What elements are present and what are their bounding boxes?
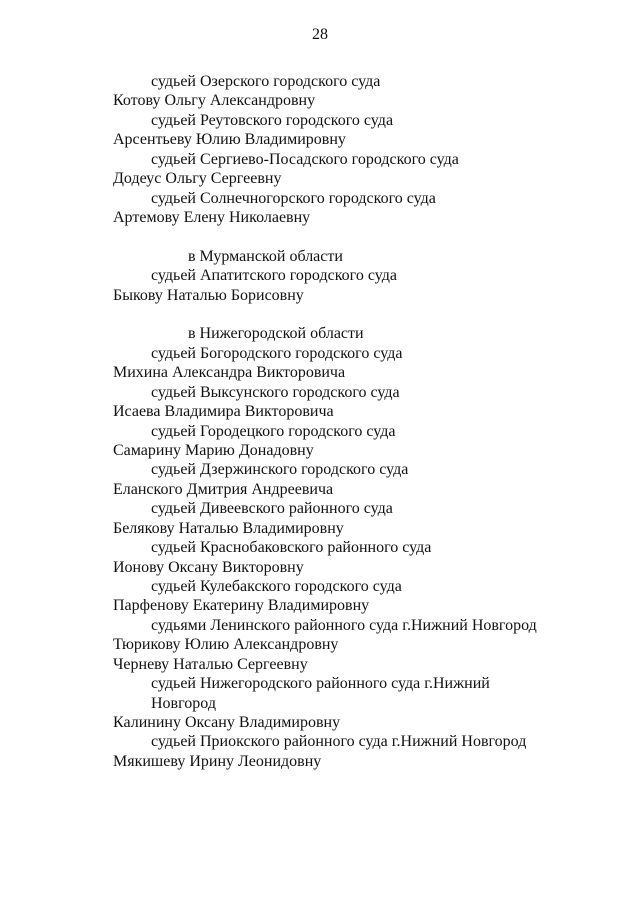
judge-name: Арсентьеву Юлию Владимировну — [113, 131, 346, 148]
judge-name: Быкову Наталью Борисовну — [113, 287, 304, 304]
judge-name: Ионову Оксану Викторовну — [113, 559, 304, 576]
court-line: судьей Озерского городского суда — [151, 73, 381, 90]
court-line: судьей Приокского районного суда г.Нижний Новгород — [151, 733, 527, 750]
court-line: судьями Ленинского районного суда г.Нижний Новгород — [151, 617, 537, 634]
judge-name: Артемову Елену Николаевну — [113, 209, 311, 226]
judge-name: Еланского Дмитрия Андреевича — [113, 481, 334, 498]
court-line-cont: Новгород — [151, 695, 216, 712]
court-line: судьей Дивеевского районного суда — [151, 500, 393, 517]
judge-name: Котову Ольгу Александровну — [113, 92, 316, 109]
court-line: судьей Солнечногорского городского суда — [151, 190, 436, 207]
region-heading: в Мурманской области — [188, 248, 343, 265]
judge-name: Додеус Ольгу Сергеевну — [113, 170, 282, 187]
court-line: судьей Выксунского городского суда — [151, 384, 400, 401]
region-heading: в Нижегородской области — [188, 325, 364, 342]
judge-name: Тюрикову Юлию Александровну — [113, 636, 339, 653]
judge-name: Михина Александра Викторовича — [113, 364, 346, 381]
court-line: судьей Богородского городского суда — [151, 345, 403, 362]
court-line: судьей Кулебакского городского суда — [151, 578, 402, 595]
judge-name: Калинину Оксану Владимировну — [113, 714, 341, 731]
judge-name: Исаева Владимира Викторовича — [113, 403, 334, 420]
judge-name: Белякову Наталью Владимировну — [113, 520, 344, 537]
judge-name: Самарину Марию Донадовну — [113, 442, 314, 459]
court-line: судьей Дзержинского городского суда — [151, 461, 409, 478]
court-line: судьей Краснобаковского районного суда — [151, 539, 432, 556]
court-line: судьей Городецкого городского суда — [151, 423, 396, 440]
page-number: 28 — [312, 26, 328, 43]
judge-name: Мякишеву Ирину Леонидовну — [113, 753, 322, 770]
judge-name: Парфенову Екатерину Владимировну — [113, 597, 370, 614]
court-line: судьей Нижегородского районного суда г.Нижний — [151, 675, 490, 692]
court-line: судьей Сергиево-Посадского городского суда — [151, 151, 459, 168]
judge-name: Черневу Наталью Сергеевну — [113, 656, 308, 673]
court-line: судьей Апатитского городского суда — [151, 267, 397, 284]
court-line: судьей Реутовского городского суда — [151, 112, 394, 129]
